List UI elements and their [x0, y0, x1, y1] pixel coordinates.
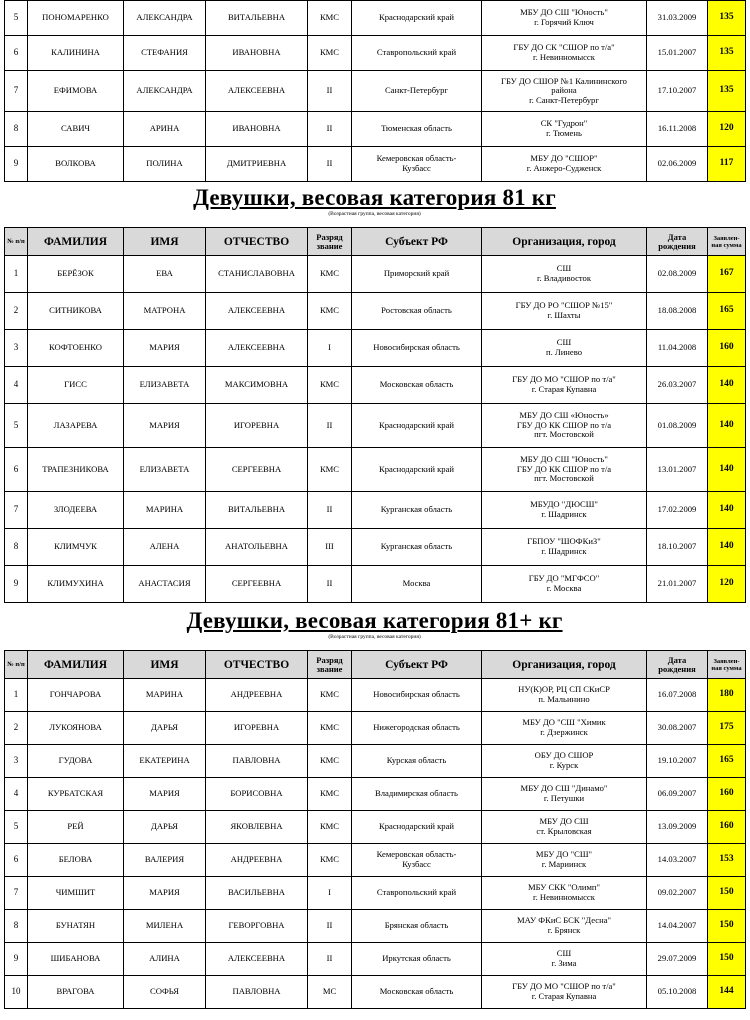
- table-row: [5, 679, 746, 712]
- table-row: [5, 448, 746, 492]
- col-org: Организация, город: [482, 651, 647, 679]
- cell-dob: 26.03.2007: [647, 367, 708, 404]
- cell-last-name: БУНАТЯН: [28, 910, 124, 943]
- cell-patronymic: АНДРЕЕВНА: [206, 679, 308, 712]
- cell-patronymic: ПАВЛОВНА: [206, 745, 308, 778]
- cell-region: Краснодарский край: [352, 811, 482, 844]
- cell-org: МАУ ФКиС БСК "Десна" г. Брянск: [482, 910, 647, 943]
- table-row: [5, 745, 746, 778]
- cell-org: ГБУ ДО СК "СШОР по т/а" г. Невинномысск: [482, 36, 647, 71]
- cell-num: 6: [5, 448, 28, 492]
- cell-score: 150: [708, 910, 746, 943]
- cell-score: 117: [708, 147, 746, 182]
- cell-region: Курганская область: [352, 492, 482, 529]
- cell-patronymic: ЯКОВЛЕВНА: [206, 811, 308, 844]
- table-body-81: [5, 256, 746, 603]
- cell-region: Приморский край: [352, 256, 482, 293]
- cell-patronymic: ИГОРЕВНА: [206, 404, 308, 448]
- cell-num: 2: [5, 712, 28, 745]
- cell-last-name: ЛАЗАРЕВА: [28, 404, 124, 448]
- cell-region: Владимирская область: [352, 778, 482, 811]
- cell-region: Новосибирская область: [352, 679, 482, 712]
- cell-last-name: ТРАПЕЗНИКОВА: [28, 448, 124, 492]
- col-num: № п/п: [5, 228, 28, 256]
- cell-last-name: КЛИМУХИНА: [28, 566, 124, 603]
- cell-score: 150: [708, 877, 746, 910]
- cell-last-name: ЕФИМОВА: [28, 71, 124, 112]
- cell-org: СШ г. Зима: [482, 943, 647, 976]
- cell-last-name: ВОЛКОВА: [28, 147, 124, 182]
- cell-dob: 18.10.2007: [647, 529, 708, 566]
- cell-dob: 06.09.2007: [647, 778, 708, 811]
- table-row: [5, 36, 746, 71]
- cell-first-name: АНАСТАСИЯ: [124, 566, 206, 603]
- cell-rank: II: [308, 112, 352, 147]
- cell-num: 7: [5, 71, 28, 112]
- cell-last-name: САВИЧ: [28, 112, 124, 147]
- col-score: Заявлен- ная сумма: [708, 651, 746, 679]
- cell-region: Нижегородская область: [352, 712, 482, 745]
- cell-patronymic: ПАВЛОВНА: [206, 976, 308, 1009]
- cell-last-name: СИТНИКОВА: [28, 293, 124, 330]
- cell-score: 165: [708, 745, 746, 778]
- cell-rank: КМС: [308, 448, 352, 492]
- cell-org: МБУ ДО "СШОР" г. Анжеро-Судженск: [482, 147, 647, 182]
- cell-num: 5: [5, 404, 28, 448]
- cell-num: 3: [5, 330, 28, 367]
- col-rank: Разряд звание: [308, 651, 352, 679]
- table-row: [5, 330, 746, 367]
- cell-rank: II: [308, 147, 352, 182]
- results-sheet: [4, 0, 745, 1009]
- cell-org: ОБУ ДО СШОР г. Курск: [482, 745, 647, 778]
- cell-first-name: ДАРЬЯ: [124, 712, 206, 745]
- table-row: [5, 976, 746, 1009]
- cell-dob: 14.04.2007: [647, 910, 708, 943]
- cell-dob: 14.03.2007: [647, 844, 708, 877]
- cell-org: ГБУ ДО СШОР №1 Калининского района г. Санкт-Петербург: [482, 71, 647, 112]
- cell-org: МБУДО "ДЮСШ" г. Шадринск: [482, 492, 647, 529]
- table-81plus: [4, 650, 746, 1009]
- cell-patronymic: БОРИСОВНА: [206, 778, 308, 811]
- cell-patronymic: ИГОРЕВНА: [206, 712, 308, 745]
- table-row: [5, 1, 746, 36]
- cell-last-name: ПОНОМАРЕНКО: [28, 1, 124, 36]
- cell-num: 9: [5, 943, 28, 976]
- cell-last-name: ЧИМШИТ: [28, 877, 124, 910]
- cell-patronymic: АНДРЕЕВНА: [206, 844, 308, 877]
- cell-first-name: АЛИНА: [124, 943, 206, 976]
- cell-first-name: МАРИЯ: [124, 404, 206, 448]
- cell-patronymic: АЛЕКСЕЕВНА: [206, 943, 308, 976]
- table-row: [5, 943, 746, 976]
- table-row: [5, 367, 746, 404]
- cell-org: МБУ ДО СШ "Динамо" г. Петушки: [482, 778, 647, 811]
- table-row: [5, 147, 746, 182]
- cell-region: Новосибирская область: [352, 330, 482, 367]
- cell-org: ГБУ ДО РО "СШОР №15" г. Шахты: [482, 293, 647, 330]
- cell-rank: КМС: [308, 844, 352, 877]
- cell-num: 6: [5, 844, 28, 877]
- cell-score: 160: [708, 811, 746, 844]
- cell-first-name: АЛЕКСАНДРА: [124, 71, 206, 112]
- cell-rank: II: [308, 910, 352, 943]
- cell-patronymic: СЕРГЕЕВНА: [206, 566, 308, 603]
- cell-region: Ставропольский край: [352, 877, 482, 910]
- cell-first-name: СТЕФАНИЯ: [124, 36, 206, 71]
- cell-region: Москва: [352, 566, 482, 603]
- cell-rank: II: [308, 71, 352, 112]
- col-dob: Дата рождения: [647, 228, 708, 256]
- cell-score: 150: [708, 943, 746, 976]
- cell-first-name: ДАРЬЯ: [124, 811, 206, 844]
- cell-rank: II: [308, 492, 352, 529]
- col-patronymic: ОТЧЕСТВО: [206, 228, 308, 256]
- cell-last-name: КЛИМЧУК: [28, 529, 124, 566]
- cell-first-name: МАРИНА: [124, 679, 206, 712]
- cell-num: 3: [5, 745, 28, 778]
- cell-score: 135: [708, 1, 746, 36]
- cell-rank: II: [308, 566, 352, 603]
- cell-num: 8: [5, 529, 28, 566]
- cell-dob: 15.01.2007: [647, 36, 708, 71]
- cell-rank: I: [308, 330, 352, 367]
- table-row: [5, 712, 746, 745]
- cell-region: Санкт-Петербург: [352, 71, 482, 112]
- cell-first-name: ВАЛЕРИЯ: [124, 844, 206, 877]
- cell-rank: II: [308, 943, 352, 976]
- cell-score: 160: [708, 330, 746, 367]
- cell-last-name: ШИБАНОВА: [28, 943, 124, 976]
- cell-score: 175: [708, 712, 746, 745]
- cell-score: 144: [708, 976, 746, 1009]
- cell-patronymic: МАКСИМОВНА: [206, 367, 308, 404]
- cell-region: Московская область: [352, 367, 482, 404]
- cell-score: 140: [708, 529, 746, 566]
- cell-num: 9: [5, 566, 28, 603]
- cell-score: 167: [708, 256, 746, 293]
- cell-last-name: БЕЛОВА: [28, 844, 124, 877]
- cell-num: 6: [5, 36, 28, 71]
- cell-dob: 18.08.2008: [647, 293, 708, 330]
- cell-rank: КМС: [308, 778, 352, 811]
- cell-org: МБУ ДО СШ "Юность" ГБУ ДО КК СШОР по т/а пгт. Мостовской: [482, 448, 647, 492]
- cell-patronymic: ВИТАЛЬЕВНА: [206, 492, 308, 529]
- cell-dob: 29.07.2009: [647, 943, 708, 976]
- table-81: [4, 227, 746, 603]
- cell-dob: 02.06.2009: [647, 147, 708, 182]
- cell-first-name: ЕВА: [124, 256, 206, 293]
- cell-org: МБУ ДО СШ «Юность» ГБУ ДО КК СШОР по т/а пгт. Мостовской: [482, 404, 647, 448]
- section-subtitle-81: (Возрастная группа, весовая категория): [328, 211, 421, 217]
- cell-rank: КМС: [308, 367, 352, 404]
- cell-org: МБУ ДО СШ ст. Крыловская: [482, 811, 647, 844]
- cell-score: 120: [708, 566, 746, 603]
- cell-region: Брянская область: [352, 910, 482, 943]
- table-body-top: [5, 1, 746, 182]
- table-row: [5, 492, 746, 529]
- cell-region: Курганская область: [352, 529, 482, 566]
- cell-score: 140: [708, 448, 746, 492]
- cell-rank: III: [308, 529, 352, 566]
- col-region: Субъект РФ: [352, 228, 482, 256]
- cell-org: МБУ СКК "Олимп" г. Невинномысск: [482, 877, 647, 910]
- cell-dob: 11.04.2008: [647, 330, 708, 367]
- cell-rank: КМС: [308, 36, 352, 71]
- cell-org: ГБПОУ "ШОФКиЗ" г. Шадринск: [482, 529, 647, 566]
- cell-rank: КМС: [308, 293, 352, 330]
- section-title-81plus: Девушки, весовая категория 81+ кг: [186, 608, 563, 633]
- col-first-name: ИМЯ: [124, 228, 206, 256]
- cell-num: 1: [5, 256, 28, 293]
- cell-rank: КМС: [308, 1, 352, 36]
- cell-dob: 16.11.2008: [647, 112, 708, 147]
- cell-num: 10: [5, 976, 28, 1009]
- cell-last-name: ВРАГОВА: [28, 976, 124, 1009]
- cell-dob: 13.09.2009: [647, 811, 708, 844]
- cell-num: 4: [5, 778, 28, 811]
- table-row: [5, 71, 746, 112]
- cell-region: Тюменская область: [352, 112, 482, 147]
- col-dob: Дата рождения: [647, 651, 708, 679]
- cell-org: ГБУ ДО МО "СШОР по т/а" г. Старая Купавна: [482, 367, 647, 404]
- cell-last-name: ГОНЧАРОВА: [28, 679, 124, 712]
- cell-dob: 21.01.2007: [647, 566, 708, 603]
- cell-last-name: ЗЛОДЕЕВА: [28, 492, 124, 529]
- cell-patronymic: ИВАНОВНА: [206, 36, 308, 71]
- cell-first-name: АЛЕНА: [124, 529, 206, 566]
- cell-region: Краснодарский край: [352, 448, 482, 492]
- cell-patronymic: ГЕВОРГОВНА: [206, 910, 308, 943]
- cell-num: 9: [5, 147, 28, 182]
- table-row: [5, 566, 746, 603]
- table-row: [5, 811, 746, 844]
- cell-num: 4: [5, 367, 28, 404]
- cell-score: 135: [708, 71, 746, 112]
- cell-score: 140: [708, 404, 746, 448]
- cell-region: Курская область: [352, 745, 482, 778]
- cell-dob: 19.10.2007: [647, 745, 708, 778]
- cell-num: 8: [5, 910, 28, 943]
- cell-last-name: ЛУКОЯНОВА: [28, 712, 124, 745]
- col-patronymic: ОТЧЕСТВО: [206, 651, 308, 679]
- cell-region: Ростовская область: [352, 293, 482, 330]
- cell-org: МБУ ДО "СШ" г. Мариинск: [482, 844, 647, 877]
- col-first-name: ИМЯ: [124, 651, 206, 679]
- cell-org: СШ г. Владивосток: [482, 256, 647, 293]
- cell-first-name: АРИНА: [124, 112, 206, 147]
- cell-first-name: МАРИЯ: [124, 330, 206, 367]
- cell-patronymic: АЛЕКСЕЕВНА: [206, 71, 308, 112]
- cell-score: 160: [708, 778, 746, 811]
- cell-first-name: МАРИЯ: [124, 877, 206, 910]
- cell-org: МБУ ДО "СШ "Химик г. Дзержинск: [482, 712, 647, 745]
- cell-first-name: ЕЛИЗАВЕТА: [124, 367, 206, 404]
- cell-region: Краснодарский край: [352, 1, 482, 36]
- cell-score: 165: [708, 293, 746, 330]
- cell-rank: МС: [308, 976, 352, 1009]
- cell-org: ГБУ ДО "МГФСО" г. Москва: [482, 566, 647, 603]
- cell-region: Иркутская область: [352, 943, 482, 976]
- cell-dob: 01.08.2009: [647, 404, 708, 448]
- table-top-continuation: [4, 0, 746, 182]
- cell-last-name: БЕРЁЗОК: [28, 256, 124, 293]
- section-subtitle-81plus: (Возрастная группа, весовая категория): [328, 634, 421, 640]
- cell-org: НУ(К)ОР, РЦ СП СКиСР п. Мальинино: [482, 679, 647, 712]
- cell-org: СШ п. Линево: [482, 330, 647, 367]
- table-row: [5, 877, 746, 910]
- cell-patronymic: АЛЕКСЕЕВНА: [206, 330, 308, 367]
- cell-rank: I: [308, 877, 352, 910]
- header-row-81plus: [5, 651, 746, 679]
- cell-patronymic: СЕРГЕЕВНА: [206, 448, 308, 492]
- cell-last-name: ГИСС: [28, 367, 124, 404]
- table-row: [5, 910, 746, 943]
- cell-first-name: СОФЬЯ: [124, 976, 206, 1009]
- cell-first-name: ЕЛИЗАВЕТА: [124, 448, 206, 492]
- cell-region: Московская область: [352, 976, 482, 1009]
- col-org: Организация, город: [482, 228, 647, 256]
- cell-first-name: МИЛЕНА: [124, 910, 206, 943]
- col-last-name: ФАМИЛИЯ: [28, 228, 124, 256]
- cell-last-name: ГУДОВА: [28, 745, 124, 778]
- cell-last-name: КУРБАТСКАЯ: [28, 778, 124, 811]
- cell-patronymic: ДМИТРИЕВНА: [206, 147, 308, 182]
- cell-num: 7: [5, 877, 28, 910]
- table-row: [5, 529, 746, 566]
- cell-first-name: АЛЕКСАНДРА: [124, 1, 206, 36]
- cell-dob: 05.10.2008: [647, 976, 708, 1009]
- cell-org: ГБУ ДО МО "СШОР по т/а" г. Старая Купавна: [482, 976, 647, 1009]
- cell-num: 5: [5, 811, 28, 844]
- cell-region: Ставропольский край: [352, 36, 482, 71]
- cell-rank: II: [308, 404, 352, 448]
- cell-rank: КМС: [308, 745, 352, 778]
- cell-first-name: МАРИЯ: [124, 778, 206, 811]
- cell-score: 140: [708, 492, 746, 529]
- cell-rank: КМС: [308, 679, 352, 712]
- table-row: [5, 112, 746, 147]
- cell-first-name: МАРИНА: [124, 492, 206, 529]
- cell-patronymic: АЛЕКСЕЕВНА: [206, 293, 308, 330]
- col-region: Субъект РФ: [352, 651, 482, 679]
- section-title-81: Девушки, весовая категория 81 кг: [193, 185, 556, 210]
- col-score: Заявлен- ная сумма: [708, 228, 746, 256]
- cell-patronymic: ИВАНОВНА: [206, 112, 308, 147]
- cell-dob: 17.02.2009: [647, 492, 708, 529]
- cell-dob: 31.03.2009: [647, 1, 708, 36]
- cell-first-name: МАТРОНА: [124, 293, 206, 330]
- cell-dob: 02.08.2009: [647, 256, 708, 293]
- cell-first-name: ЕКАТЕРИНА: [124, 745, 206, 778]
- table-row: [5, 404, 746, 448]
- cell-patronymic: ВАСИЛЬЕВНА: [206, 877, 308, 910]
- cell-region: Краснодарский край: [352, 404, 482, 448]
- cell-patronymic: АНАТОЛЬЕВНА: [206, 529, 308, 566]
- cell-last-name: РЕЙ: [28, 811, 124, 844]
- cell-last-name: КОФТОЕНКО: [28, 330, 124, 367]
- cell-rank: КМС: [308, 811, 352, 844]
- cell-dob: 30.08.2007: [647, 712, 708, 745]
- cell-num: 7: [5, 492, 28, 529]
- cell-dob: 13.01.2007: [647, 448, 708, 492]
- cell-region: Кемеровская область- Кузбасс: [352, 147, 482, 182]
- table-row: [5, 293, 746, 330]
- cell-num: 5: [5, 1, 28, 36]
- cell-dob: 09.02.2007: [647, 877, 708, 910]
- cell-score: 120: [708, 112, 746, 147]
- table-row: [5, 844, 746, 877]
- col-rank: Разряд звание: [308, 228, 352, 256]
- header-row-81: [5, 228, 746, 256]
- cell-num: 1: [5, 679, 28, 712]
- cell-score: 135: [708, 36, 746, 71]
- cell-score: 153: [708, 844, 746, 877]
- cell-patronymic: ВИТАЛЬЕВНА: [206, 1, 308, 36]
- cell-rank: КМС: [308, 256, 352, 293]
- cell-dob: 17.10.2007: [647, 71, 708, 112]
- cell-first-name: ПОЛИНА: [124, 147, 206, 182]
- table-row: [5, 256, 746, 293]
- cell-last-name: КАЛИНИНА: [28, 36, 124, 71]
- table-body-81plus: [5, 679, 746, 1009]
- cell-score: 140: [708, 367, 746, 404]
- cell-org: СК "Гудрон" г. Тюмень: [482, 112, 647, 147]
- cell-num: 2: [5, 293, 28, 330]
- col-last-name: ФАМИЛИЯ: [28, 651, 124, 679]
- cell-num: 8: [5, 112, 28, 147]
- cell-rank: КМС: [308, 712, 352, 745]
- cell-patronymic: СТАНИСЛАВОВНА: [206, 256, 308, 293]
- cell-dob: 16.07.2008: [647, 679, 708, 712]
- cell-score: 180: [708, 679, 746, 712]
- cell-org: МБУ ДО СШ "Юность" г. Горячий Ключ: [482, 1, 647, 36]
- cell-region: Кемеровская область- Кузбасс: [352, 844, 482, 877]
- col-num: № п/п: [5, 651, 28, 679]
- table-row: [5, 778, 746, 811]
